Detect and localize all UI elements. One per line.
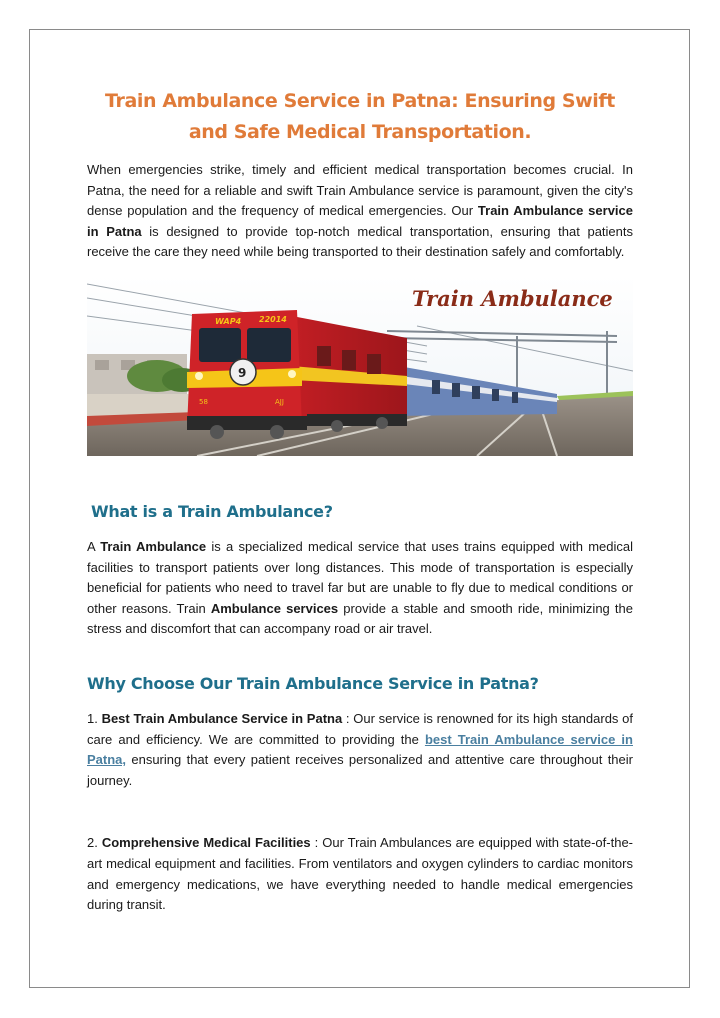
item2-text-a: : Our Train Ambulances are equipped with state-of-the-art medical equipment and facilities. From ventilators and oxygen cylinders to cardiac monitors and emergency medications, we have everything needed to handle medical emergencies during transit.: [87, 835, 633, 913]
section1-text-b: is a specialized medical service that uses trains equipped with medical facilities to transport patients over long distances. This mode of transportation is especially beneficial for patients who need to travel far but are unable to fly due to medical conditions or other reasons. Train: [87, 538, 633, 616]
item2-number: 2.: [87, 835, 102, 851]
item1-text-b: ensuring that every patient receives personalized and attentive care throughout their journey.: [87, 752, 633, 788]
section1-paragraph: [87, 537, 633, 640]
item2-bold: Comprehensive Medical Facilities: [101, 835, 311, 851]
intro-text-2: is designed to provide top-notch medical transportation, ensuring that patients receive the care they need while being transported to their destination safely and comfortably.: [87, 223, 634, 260]
list-item-2: [87, 833, 633, 915]
best-service-link[interactable]: best Train Ambulance service in Patna,: [87, 731, 633, 768]
intro-text-1: When emergencies strike, timely and efficient medical transportation becomes crucial. In Patna, the need for a reliable and swift Train Ambulance service is paramount, given the city's dense population and the frequency of medical emergencies. Our: [87, 162, 633, 219]
document-body: [87, 86, 633, 916]
intro-paragraph: [87, 160, 633, 263]
section1-text-a: A: [87, 538, 101, 554]
list-item-1: [87, 709, 633, 791]
svg-text:9: 9: [238, 365, 247, 380]
section-heading-why: Why Choose Our Train Ambulance Service in Patna?: [87, 673, 539, 693]
section1-text-c: provide a stable and smooth ride, minimizing the stress and discomfort that can accompany road or air travel.: [87, 600, 633, 637]
intro-bold: Train Ambulance service in Patna: [87, 203, 634, 239]
document-title: Train Ambulance Service in Patna: Ensuring Swift and Safe Medical Transportation.: [105, 90, 615, 143]
item1-number: 1.: [87, 710, 102, 726]
train-ambulance-image: [87, 276, 633, 456]
item1-text-a: : Our service is renowned for its high standards of care and efficiency. We are committed to providing the: [87, 710, 633, 747]
svg-text:AJJ: AJJ: [275, 397, 284, 406]
svg-text:WAP4: WAP4: [215, 316, 242, 326]
section1-bold-1: Train Ambulance: [100, 538, 207, 554]
svg-text:Train Ambulance: Train Ambulance: [412, 285, 613, 311]
svg-text:58: 58: [199, 397, 208, 406]
section1-bold-2: Ambulance services: [210, 600, 339, 616]
item1-bold: Best Train Ambulance Service in Patna: [101, 710, 343, 726]
svg-text:22014: 22014: [259, 314, 287, 324]
section-heading-what: What is a Train Ambulance?: [91, 501, 333, 521]
